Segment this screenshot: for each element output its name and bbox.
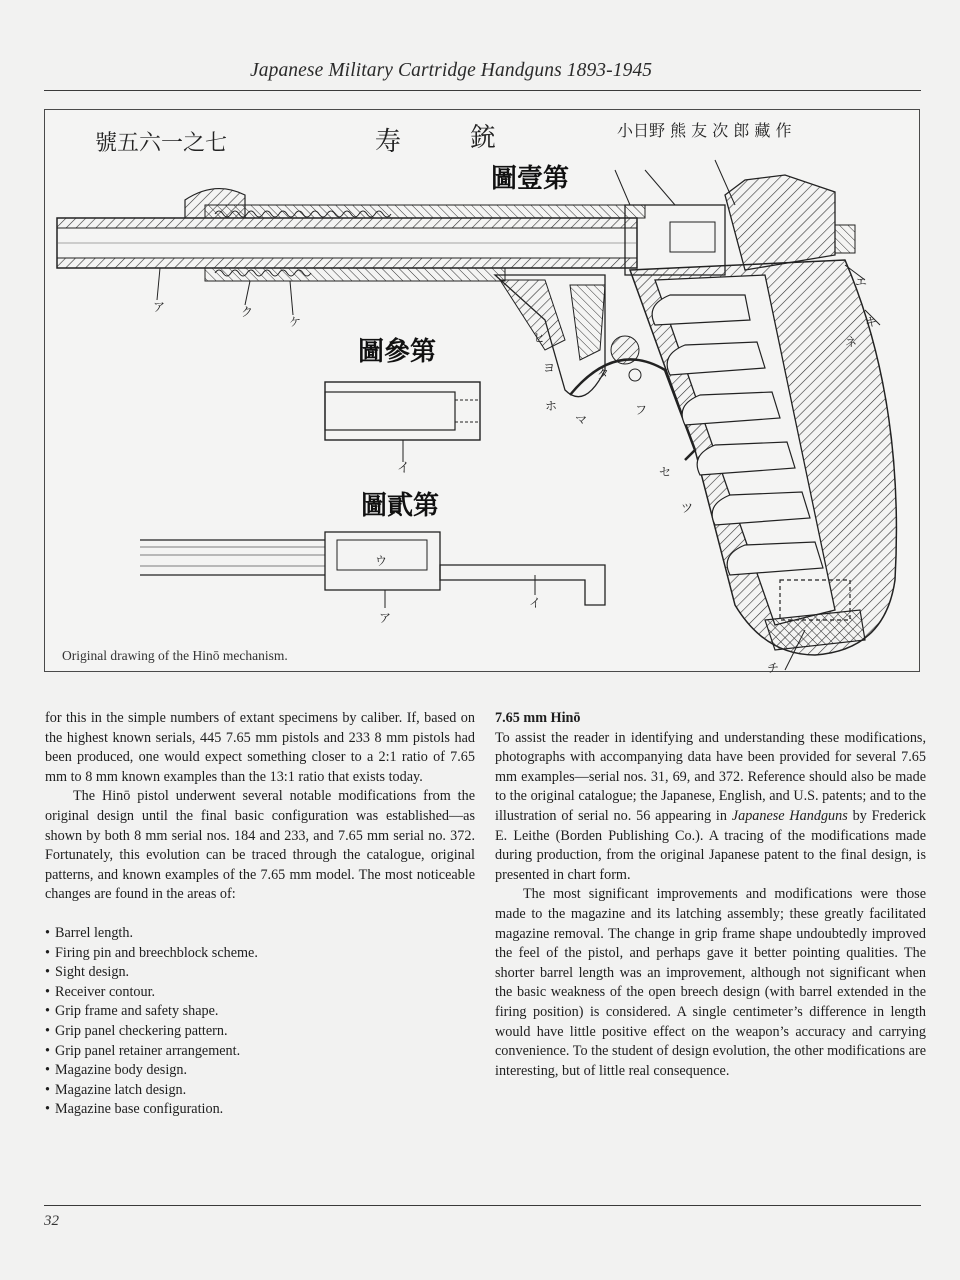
svg-text:ネ: ネ [845,335,858,349]
list-item: • Firing pin and breechblock scheme. [45,944,258,961]
svg-text:ク: ク [241,305,254,319]
figure-hino-mechanism [44,109,920,672]
svg-text:ツ: ツ [681,501,694,515]
right-column [495,709,926,1081]
svg-text:ウ: ウ [375,554,388,568]
svg-text:タ: タ [597,367,610,381]
svg-text:イ: イ [529,596,542,610]
svg-text:ケ: ケ [289,315,302,329]
svg-text:キ: キ [865,315,878,329]
top-mid-label-1: 寿 [375,127,402,157]
figure-2-title: 圖貳第 [361,491,440,521]
svg-text:エ: エ [855,275,868,289]
svg-text:ヒ: ヒ [533,331,546,345]
top-left-label: 號五六一之七 [95,131,228,156]
svg-text:フ: フ [635,403,648,417]
svg-text:ヨ: ヨ [543,361,556,375]
figure-3-drawing [325,382,480,476]
left-para-1: for this in the simple numbers of extant specimens by caliber. If, based on the highest known serials, 445 7.65 mm pistols and 233 8 mm pistols had been produced, one would expect something closer to a 2:1 ratio of 7.65 mm to 8 mm known examples than the 13:1 ratio that exists today. [45,710,475,785]
top-mid-label-2: 銃 [470,123,497,153]
left-column [45,709,475,1120]
figure-2-drawing [140,532,605,625]
receiver-breech [615,160,855,275]
list-item: • Magazine latch design. [45,1081,187,1098]
figure-1-title: 圖壹第 [491,164,570,194]
list-item: • Magazine body design. [45,1062,187,1079]
running-title: Japanese Military Cartridge Handguns 1893-1945 [250,60,653,81]
left-para-2: The Hinō pistol underwent several notable modifications from the original design until the final basic configuration was established—as shown by both 8 mm serial nos. 184 and 233, and 7.65 mm serial no. 372. Fortunately, this evolution can be traced through the catalogue, original patterns, and known examples of the 7.65 mm model. The most noticeable changes are found in the areas of: [45,788,475,903]
list-item: • Grip frame and safety shape. [45,1003,219,1020]
section-heading: 7.65 mm Hinō [495,710,581,726]
footer-rule [44,1205,921,1206]
list-item: • Sight design. [45,964,130,981]
list-item: • Magazine base configuration. [45,1101,224,1118]
list-item: • Receiver contour. [45,983,156,1000]
right-para-1: To assist the reader in identifying and understanding these modifications, photographs with accompanying data have been provided for several 7.65 mm examples—serial nos. 31, 69, and 372. Reference should also be made to the original catalogue; the Japanese, English, and U.S. patents; and to the illustration of serial no. 56 appearing in Japanese Handguns by Frederick E. Leithe (Borden Publishing Co.). A tracing of the modifications made during production, from the original Japanese patent to the final design, is presented in chart form. [495,729,926,883]
svg-text:ア: ア [379,611,392,625]
page-number: 32 [44,1213,59,1229]
svg-text:マ: マ [575,413,588,427]
svg-text:ア: ア [153,300,166,314]
figure-caption: Original drawing of the Hinō mechanism. [62,648,288,663]
figure-3-title: 圖參第 [358,337,437,367]
list-item: • Grip panel retainer arrangement. [45,1042,241,1059]
barrel-section [57,189,645,315]
list-item: • Barrel length. [45,924,134,941]
mechanism-drawing [45,110,921,673]
svg-text:イ: イ [397,461,411,476]
list-item: • Grip panel checkering pattern. [45,1022,228,1039]
modification-list [45,924,475,1120]
svg-text:ホ: ホ [545,399,558,413]
svg-text:セ: セ [659,465,672,479]
header-rule [44,90,921,91]
svg-text:チ: チ [767,661,780,673]
top-right-label: 小日野 熊 友 次 郎 藏 作 [617,121,792,140]
right-para-2: The most significant improvements and modifications were those made to the magazine and its latching assembly; these greatly facilitated magazine removal. The change in grip frame shape undoubtedly improved the feel of the pistol, and perhaps gave it better pointing qualities. The shorter barrel length was an improvement, although not significant when the basic weakness of the open breech design (with barrel extended in the firing position) is considered. A single centimeter’s difference in length would have little positive effect on the weapon’s accuracy and carrying convenience. To the student of design evolution, the other modifications are interesting, but of little real consequence. [495,886,926,1079]
